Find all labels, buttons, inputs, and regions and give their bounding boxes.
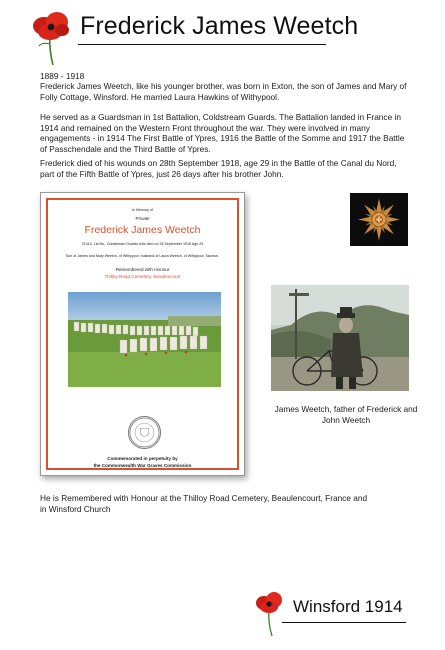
certificate-rank: Private <box>135 216 150 221</box>
intro-paragraph-1: Frederick James Weetch, like his younger brother, was born in Exton, the son of James and Mary of Folly Cottage, Winsford. He married Laura Hawkins of Withypool. <box>40 81 407 102</box>
coldstream-star-icon <box>350 193 408 246</box>
memorial-certificate <box>40 192 245 476</box>
certificate-remembered: Remembered with Honour <box>115 267 170 272</box>
james-weetch-photo <box>271 285 409 391</box>
poppy-icon <box>254 589 288 637</box>
certificate-commemorated-2: the Commonwealth War Graves Commission <box>93 463 192 468</box>
certificate-service: 21410, 1st Bn., Coldstream Guards who died on 28 September 1918 Age 29 <box>81 242 204 246</box>
footer-underline <box>282 622 406 623</box>
photo-caption: James Weetch, father of Frederick and John Weetch <box>274 404 418 425</box>
dates-text: 1889 - 1918 <box>40 71 85 81</box>
intro-paragraph-3: Frederick died of his wounds on 28th September 1918, age 29 in the Battle of the Canal du Nord, part of the Fifth Battle of Ypres, just 26 days after his brother John. <box>40 158 397 179</box>
certificate-name: Frederick James Weetch <box>84 224 201 236</box>
certificate-border <box>46 198 239 470</box>
certificate-family: Son of James and Mary Weetch, of Withypool; husband of Laura Weetch, of Withypool, Taunton. <box>65 254 220 258</box>
badge-image <box>350 193 408 246</box>
footer-title: Winsford 1914 <box>293 597 403 616</box>
certificate-cemetery: Thilloy Road Cemetery, Beaulencourt <box>104 274 181 279</box>
remembered-text: He is Remembered with Honour at the Thilloy Road Cemetery, Beaulencourt, France and in Winsford Church <box>40 493 368 514</box>
cemetery-photo <box>68 292 221 387</box>
cwgc-seal-icon <box>128 416 161 449</box>
poppy-icon <box>30 8 78 66</box>
intro-paragraph-2: He served as a Guardsman in 1st Battalion, Coldstream Guards. The Battalion landed in France in 1914 and remained on the Western Front throughout the war. They were involved in many engagements - in 1914 The First Battle of Ypres, 1916 the Battle of the Somme and 1917 the Battle of Passchendale and the Third Battle of Ypres. <box>40 112 405 154</box>
title-underline <box>78 44 326 45</box>
certificate-in-memory: In Memory of <box>132 208 153 212</box>
page-title: Frederick James Weetch <box>80 12 359 40</box>
certificate-commemorated-1: Commemorated in perpetuity by <box>107 456 178 461</box>
